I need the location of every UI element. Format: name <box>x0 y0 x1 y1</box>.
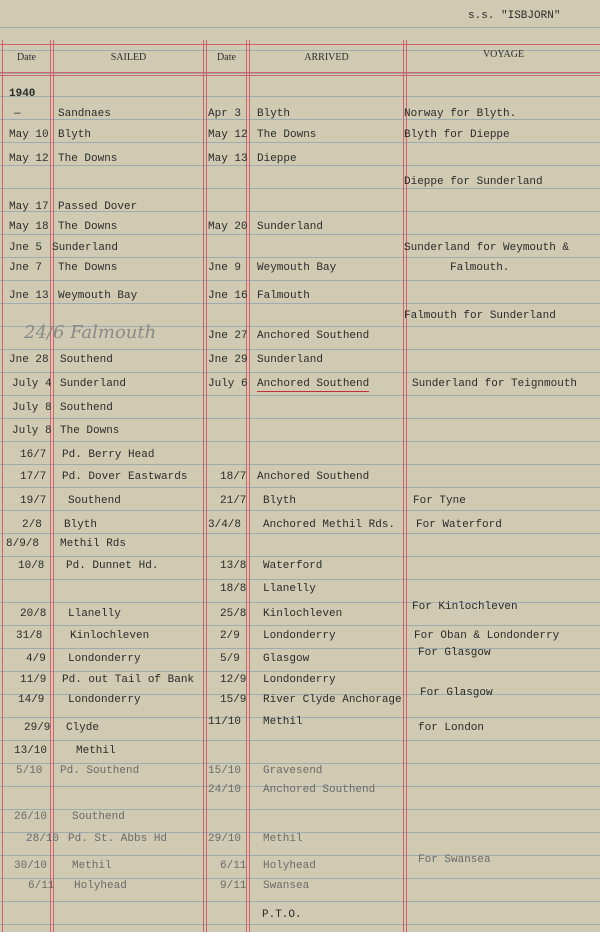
row-sailed-port: The Downs <box>60 425 120 437</box>
column-rule-date2b <box>249 40 250 932</box>
row-date-sailed: 5/10 <box>16 765 43 777</box>
row-date-sailed: 19/7 <box>20 495 47 507</box>
row-date-sailed: May 12 <box>9 153 49 165</box>
row-voyage: for London <box>418 722 485 734</box>
row-sailed-port: Weymouth Bay <box>58 290 138 302</box>
row-voyage: For Glasgow <box>420 687 493 699</box>
row-arrived-port: Anchored Southend <box>263 784 376 796</box>
header-arrived: ARRIVED <box>304 52 349 63</box>
row-arrived-port: Kinlochleven <box>263 608 343 620</box>
handwritten-note: 24/6 Falmouth <box>24 322 157 343</box>
row-arrived-port: Dieppe <box>257 153 297 165</box>
row-arrived-port: Blyth <box>257 108 291 120</box>
row-sailed-port: Southend <box>60 354 113 366</box>
row-date-sailed: 26/10 <box>14 811 48 823</box>
row-sailed-port: Methil <box>76 745 116 757</box>
row-arrived-port: Glasgow <box>263 653 310 665</box>
row-date-sailed: 30/10 <box>14 860 48 872</box>
row-sailed-port: Sunderland <box>52 242 119 254</box>
row-sailed-port: Pd. Dover Eastwards <box>62 471 188 483</box>
row-date-sailed: 29/9 <box>24 722 51 734</box>
column-rule-arrived <box>403 40 404 932</box>
row-sailed-port: Londonderry <box>68 653 141 665</box>
ship-name: s.s. "ISBJORN" <box>468 10 561 22</box>
row-sailed-port: Blyth <box>64 519 98 531</box>
row-voyage: Dieppe for Sunderland <box>404 176 543 188</box>
row-date-sailed: May 17 <box>9 201 49 213</box>
row-sailed-port: Blyth <box>58 129 92 141</box>
row-date-arrived: Jne 16 <box>208 290 248 302</box>
row-arrived-port: Anchored Southend <box>257 378 370 390</box>
row-voyage: For Waterford <box>416 519 502 531</box>
row-date-sailed: Jne 13 <box>9 290 49 302</box>
row-arrived-port: Weymouth Bay <box>257 262 337 274</box>
row-sailed-port: Sandnaes <box>58 108 111 120</box>
row-date-sailed: July 4 <box>12 378 52 390</box>
row-voyage: For Swansea <box>418 854 491 866</box>
column-rule-sailed <box>203 40 204 932</box>
row-date-arrived: May 12 <box>208 129 248 141</box>
row-date-sailed: July 8 <box>12 425 52 437</box>
row-date-sailed: May 10 <box>9 129 49 141</box>
row-sailed-port: The Downs <box>58 153 118 165</box>
row-date-sailed: Jne 7 <box>9 262 43 274</box>
header-bottom-rule <box>0 72 600 73</box>
column-rule-date2 <box>246 40 247 932</box>
row-arrived-port: Sunderland <box>257 354 324 366</box>
row-voyage: Sunderland for Weymouth & <box>404 242 570 254</box>
row-sailed-port: Pd. Berry Head <box>62 449 155 461</box>
row-date-arrived: 25/8 <box>220 608 247 620</box>
row-voyage: Blyth for Dieppe <box>404 129 510 141</box>
row-arrived-port: Londonderry <box>263 630 336 642</box>
row-date-sailed: 14/9 <box>18 694 45 706</box>
column-rule-sailed-b <box>206 40 207 932</box>
row-date-arrived: 6/11 <box>220 860 247 872</box>
row-date-sailed: 4/9 <box>26 653 46 665</box>
row-date-arrived: May 13 <box>208 153 248 165</box>
header-sailed: SAILED <box>110 52 147 63</box>
row-date-arrived: 2/9 <box>220 630 240 642</box>
row-date-arrived: Apr 3 <box>208 108 242 120</box>
row-date-sailed: 10/8 <box>18 560 45 572</box>
row-voyage: Falmouth for Sunderland <box>404 310 556 322</box>
row-date-sailed: 6/11 <box>28 880 55 892</box>
row-sailed-port: Londonderry <box>68 694 141 706</box>
row-date-sailed: — <box>14 108 21 120</box>
row-arrived-port: Methil <box>263 833 303 845</box>
row-arrived-port: Falmouth <box>257 290 310 302</box>
row-voyage: For Kinlochleven <box>412 601 518 613</box>
row-date-arrived: Jne 29 <box>208 354 248 366</box>
row-sailed-port: Southend <box>68 495 121 507</box>
row-date-arrived: 3/4/8 <box>208 519 242 531</box>
row-arrived-port: Anchored Southend <box>257 471 370 483</box>
row-sailed-port: Pd. Dunnet Hd. <box>66 560 159 572</box>
row-date-arrived: 5/9 <box>220 653 240 665</box>
row-date-sailed: July 8 <box>12 402 52 414</box>
row-sailed-port: Pd. St. Abbs Hd <box>68 833 168 845</box>
row-arrived-port: Holyhead <box>263 860 316 872</box>
row-date-arrived: 18/8 <box>220 583 247 595</box>
year-label: 1940 <box>9 88 36 100</box>
row-voyage: Sunderland for Teignmouth <box>412 378 578 390</box>
pto-note: P.T.O. <box>262 909 302 921</box>
row-sailed-port: The Downs <box>58 221 118 233</box>
row-date-sailed: 20/8 <box>20 608 47 620</box>
row-date-arrived: Jne 27 <box>208 330 248 342</box>
row-arrived-port: Llanelly <box>263 583 316 595</box>
row-date-arrived: 13/8 <box>220 560 247 572</box>
row-date-sailed: 31/8 <box>16 630 43 642</box>
column-rule-date1b <box>53 40 54 932</box>
row-sailed-port: Southend <box>60 402 113 414</box>
row-date-arrived: May 20 <box>208 221 248 233</box>
row-sailed-port: Passed Dover <box>58 201 138 213</box>
row-arrived-port: Gravesend <box>263 765 323 777</box>
row-arrived-port: Sunderland <box>257 221 324 233</box>
header-voyage: VOYAGE <box>482 49 525 60</box>
row-sailed-port: Llanelly <box>68 608 121 620</box>
column-rule-arrived-b <box>406 40 407 932</box>
row-arrived-port: Swansea <box>263 880 310 892</box>
row-date-arrived: 11/10 <box>208 716 242 728</box>
row-sailed-port: Clyde <box>66 722 100 734</box>
row-arrived-port: Anchored Southend <box>257 330 370 342</box>
row-date-arrived: 12/9 <box>220 674 247 686</box>
row-arrived-port: The Downs <box>257 129 317 141</box>
row-arrived-port: Methil <box>263 716 303 728</box>
row-voyage: Norway for Blyth. <box>404 108 517 120</box>
row-sailed-port: Kinlochleven <box>70 630 150 642</box>
column-rule-date1 <box>50 40 51 932</box>
row-sailed-port: Methil Rds <box>60 538 127 550</box>
row-voyage: For Glasgow <box>418 647 491 659</box>
row-date-arrived: Jne 9 <box>208 262 242 274</box>
row-date-sailed: 11/9 <box>20 674 47 686</box>
row-date-arrived: 24/10 <box>208 784 242 796</box>
row-date-arrived: 21/7 <box>220 495 247 507</box>
header-top-rule <box>0 44 600 45</box>
row-date-arrived: 9/11 <box>220 880 247 892</box>
row-date-sailed: 13/10 <box>14 745 48 757</box>
row-date-arrived: 18/7 <box>220 471 247 483</box>
row-arrived-port: Waterford <box>263 560 323 572</box>
row-sailed-port: Holyhead <box>74 880 127 892</box>
header-date-sailed: Date <box>17 52 36 63</box>
row-sailed-port: Southend <box>72 811 125 823</box>
header-date-arrived: Date <box>217 52 236 63</box>
row-date-sailed: 17/7 <box>20 471 47 483</box>
row-date-sailed: 8/9/8 <box>6 538 40 550</box>
row-date-arrived: 29/10 <box>208 833 242 845</box>
row-sailed-port: Sunderland <box>60 378 127 390</box>
row-date-arrived: July 6 <box>208 378 248 390</box>
row-arrived-port: Anchored Methil Rds. <box>263 519 396 531</box>
row-sailed-port: Pd. Southend <box>60 765 140 777</box>
row-sailed-port: Pd. out Tail of Bank <box>62 674 195 686</box>
row-arrived-port: River Clyde Anchorage <box>263 694 402 706</box>
row-date-sailed: 28/10 <box>26 833 60 845</box>
row-date-sailed: May 18 <box>9 221 49 233</box>
row-date-arrived: 15/9 <box>220 694 247 706</box>
column-rule-left <box>2 40 3 932</box>
row-date-sailed: Jne 28 <box>9 354 49 366</box>
row-voyage: For Tyne <box>413 495 466 507</box>
row-sailed-port: Methil <box>72 860 112 872</box>
header-bottom-rule-2 <box>0 75 600 76</box>
row-date-sailed: 16/7 <box>20 449 47 461</box>
row-voyage: For Oban & Londonderry <box>414 630 560 642</box>
row-arrived-port: Blyth <box>263 495 297 507</box>
row-voyage: Falmouth. <box>450 262 510 274</box>
row-arrived-port: Londonderry <box>263 674 336 686</box>
row-date-sailed: 2/8 <box>22 519 42 531</box>
row-date-arrived: 15/10 <box>208 765 242 777</box>
row-sailed-port: The Downs <box>58 262 118 274</box>
row-date-sailed: Jne 5 <box>9 242 43 254</box>
